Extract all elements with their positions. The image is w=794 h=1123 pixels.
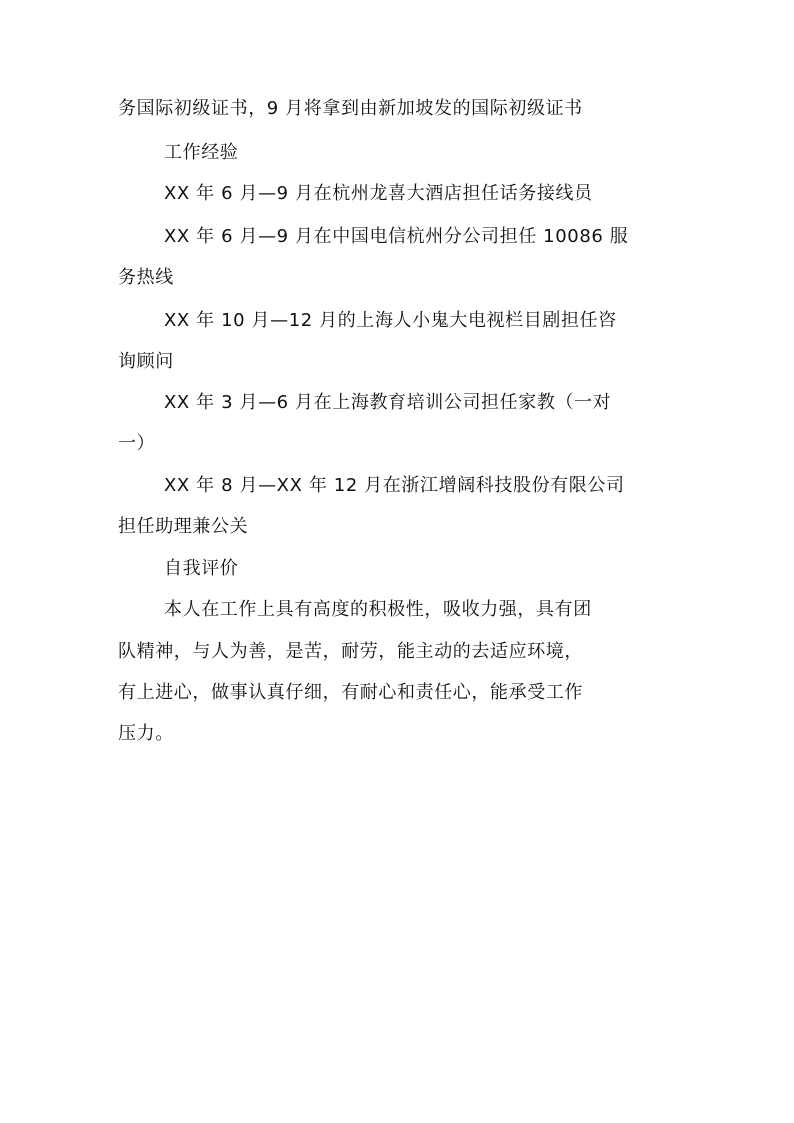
section-heading-work-experience: 工作经验 — [164, 142, 239, 163]
work-entry-3: XX 年 10 月—12 月的上海人小鬼大电视栏目剧担任咨 — [164, 310, 617, 331]
work-entry-4: XX 年 3 月—6 月在上海教育培训公司担任家教（一对 — [164, 392, 612, 413]
self-evaluation-line-2: 队精神，与人为善，是苦，耐劳，能主动的去适应环境， — [118, 641, 583, 662]
self-evaluation-line-1: 本人在工作上具有高度的积极性，吸收力强，具有团 — [164, 599, 592, 620]
work-entry-2-cont: 务热线 — [118, 267, 174, 288]
self-evaluation-line-3: 有上进心，做事认真仔细，有耐心和责任心，能承受工作 — [118, 682, 583, 703]
work-entry-1: XX 年 6 月—9 月在杭州龙喜大酒店担任话务接线员 — [164, 183, 593, 204]
self-evaluation-line-4: 压力。 — [118, 723, 174, 744]
work-entry-4-cont: 一） — [118, 433, 156, 454]
text-line-certificate-cont: 务国际初级证书，9 月将拿到由新加坡发的国际初级证书 — [118, 98, 583, 119]
work-entry-5: XX 年 8 月—XX 年 12 月在浙江增阔科技股份有限公司 — [164, 475, 625, 496]
work-entry-3-cont: 询顾问 — [118, 351, 174, 372]
work-entry-5-cont: 担任助理兼公关 — [118, 516, 249, 537]
work-entry-2: XX 年 6 月—9 月在中国电信杭州分公司担任 10086 服 — [164, 226, 629, 247]
section-heading-self-evaluation: 自我评价 — [164, 558, 239, 579]
